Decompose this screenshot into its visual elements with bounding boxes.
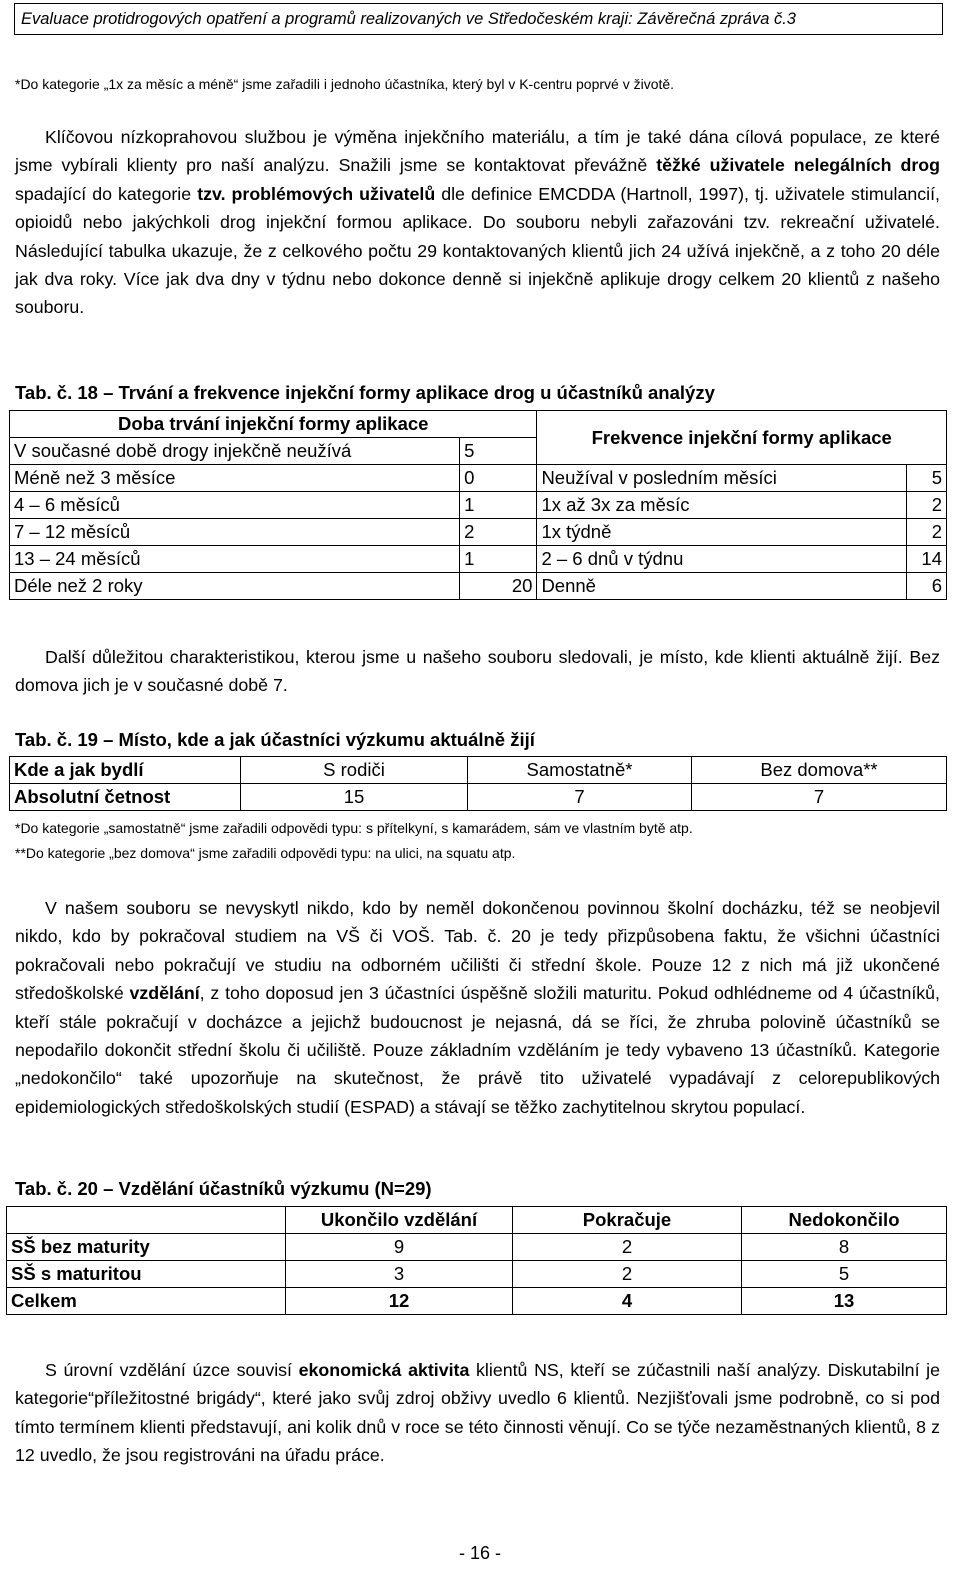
table-18-left-label: 4 – 6 měsíců [10,492,460,519]
table-20-row-label: Celkem [7,1288,286,1315]
table-19-header-cell: Bez domova** [692,757,947,784]
footnote-top: *Do kategorie „1x za měsíc a méně“ jsme zařadili i jednoho účastníka, který byl v K-centru poprvé v životě. [15,76,675,92]
table-19-header-cell: Kde a jak bydlí [10,757,241,784]
table-18-right-label: 1x týdně [537,519,907,546]
table-18-right-label: Denně [537,573,907,600]
table-20-cell: 2 [513,1261,742,1288]
table-18-right-value: 2 [907,519,947,546]
table-19-header-cell: Samostatně* [468,757,692,784]
para4-bold-b: ekonomická aktivita [298,1360,470,1380]
table-20-header-cell: Pokračuje [513,1207,742,1234]
table-20-cell: 8 [742,1234,947,1261]
table-18-left-label: V současné době drogy injekčně neužívá [10,438,460,465]
table-18-left-value: 20 [460,573,537,600]
table-18-left-value: 5 [460,438,537,465]
table-20-header-cell: Nedokončilo [742,1207,947,1234]
para1-text-e: dle definice EMCDDA (Hartnoll, 1997), tj. uživatele stimulancií, opioidů nebo jakýchkoli drog injekční formou aplikace. Do souboru nebyli zařazováni tzv. rekreační uživatelé. Následující tabulka ukazuje, že z celkového počtu 29 kontaktovaných klientů jich 24 užívá injekčně, a z toho 20 déle jak dva roky. Více jak dva dny v týdnu nebo dokonce denně si injekčně aplikuje drogy celkem 20 klientů z našeho souboru. [15,183,940,318]
table-18-left-label: Déle než 2 roky [10,573,460,600]
table-18-left-label: 13 – 24 měsíců [10,546,460,573]
table-20-caption: Tab. č. 20 – Vzdělání účastníků výzkumu (N=29) [15,1178,432,1199]
table-18-left-value: 0 [460,465,537,492]
table-20-cell: 13 [742,1288,947,1315]
table-19-note-2: **Do kategorie „bez domova“ jsme zařadili odpovědi typu: na ulici, na squatu atp. [15,845,516,861]
table-19-header-cell: S rodiči [241,757,468,784]
table-19-note-1: *Do kategorie „samostatně“ jsme zařadili odpovědi typu: s přítelkyní, s kamarádem, sám ve vlastním bytě atp. [15,820,693,836]
table-20-cell: 9 [286,1234,513,1261]
paragraph-2 [15,643,940,700]
table-18-caption: Tab. č. 18 – Trvání a frekvence injekční formy aplikace drog u účastníků analýzy [15,382,715,403]
para1-bold-b: těžké uživatele nelegálních drog [656,155,940,176]
table-18-right-label: 2 – 6 dnů v týdnu [537,546,907,573]
table-20-cell: 5 [742,1261,947,1288]
table-20-cell: 4 [513,1288,742,1315]
table-18-left-header: Doba trvání injekční formy aplikace [10,411,537,438]
table-18-right-label: 1x až 3x za měsíc [537,492,907,519]
table-19 [9,756,947,811]
para3-text-c: , z toho doposud jen 3 účastníci úspěšně složili maturitu. Pokud odhlédneme od 4 účastníků, kteří stále pokračují v docházce a jejichž budoucnost je nejasná, dá se říci, že zhruba polovině účastníků se nepodařilo dokončit střední školu či učiliště. Pouze základním vzděláním je tedy vybaveno 13 účastníků. Kategorie „nedokončilo“ také upozorňuje na skutečnost, že právě tito uživatelé vypadávají z celorepublikových epidemiologických středoškolských studií (ESPAD) a stávají se těžko zachytitelnou skrytou populací. [15,983,940,1117]
table-18-right-value: 6 [907,573,947,600]
table-18-right-value: 2 [907,492,947,519]
table-19-cell: Absolutní četnost [10,784,241,811]
table-20-header-cell: Ukončilo vzdělání [286,1207,513,1234]
paragraph-1 [15,123,940,322]
table-18-right-value: 14 [907,546,947,573]
running-header [14,3,943,35]
para3-text-a: V našem souboru se nevyskytl nikdo, kdo by neměl dokončenou povinnou školní docházku, též se neobjevil nikdo, kdo by pokračoval studiem na VŠ či VOŠ. Tab. č. 20 je tedy přizpůsobena faktu, že všichni účastníci pokračovali nebo pokračují ve studiu na odborném učilišti či střední škole. Pouze 12 z nich má již ukončené středoškolské [15,898,940,1004]
table-19-cell: 15 [241,784,468,811]
paragraph-3 [15,894,940,1121]
table-20-row-label: SŠ bez maturity [7,1234,286,1261]
para3-bold-b: vzdělání [129,983,200,1004]
table-18-right-label: Neužíval v posledním měsíci [537,465,907,492]
header-text: Evaluace protidrogových opatření a programů realizovaných ve Středočeském kraji: Závěrečná zpráva č.3 [21,10,796,28]
table-20 [6,1206,947,1315]
table-19-caption: Tab. č. 19 – Místo, kde a jak účastníci výzkumu aktuálně žijí [15,729,535,750]
table-18-left-value: 1 [460,546,537,573]
page-number: - 16 - [458,1543,501,1563]
table-18-left-value: 2 [460,519,537,546]
table-18-left-label: 7 – 12 měsíců [10,519,460,546]
table-20-cell: 12 [286,1288,513,1315]
para4-text-c: klientů NS, kteří se zúčastnili naší analýzy. Diskutabilní je kategorie“příležitostné brigády“, které jako svůj zdroj obživy uvedlo 6 klientů. Nezjišťovali jsme podrobně, co si pod tímto termínem klienti představují, ani kolik dnů v roce se této činnosti věnují. Co se týče nezaměstnaných klientů, 8 z 12 uvedlo, že jsou registrováni na úřadu práce. [15,1360,941,1466]
para1-text-a: Klíčovou nízkoprahovou službou je výměna injekčního materiálu, a tím je také dána cílová populace, ze které jsme vybírali klienty pro naší analýzu. Snažili jsme se kontaktovat převážně [15,127,940,176]
para2-text: Další důležitou charakteristikou, kterou jsme u našeho souboru sledovali, je místo, kde klienti aktuálně žijí. Bez domova jich je v současné době 7. [15,647,940,696]
table-18-right-header: Frekvence injekční formy aplikace [537,411,947,465]
para4-text-a: S úrovní vzdělání úzce souvisí [45,1360,299,1380]
table-20-cell: 3 [286,1261,513,1288]
table-18-right-value: 5 [907,465,947,492]
para1-text-c: spadající do kategorie [15,183,198,204]
table-18-left-value: 1 [460,492,537,519]
table-20-header-cell [7,1207,286,1234]
table-20-row-label: SŠ s maturitou [7,1261,286,1288]
para1-bold-d: tzv. problémových uživatelů [197,183,436,204]
table-19-cell: 7 [692,784,947,811]
paragraph-4 [15,1356,940,1470]
table-19-cell: 7 [468,784,692,811]
table-18-left-label: Méně než 3 měsíce [10,465,460,492]
table-20-cell: 2 [513,1234,742,1261]
table-18 [9,410,947,600]
